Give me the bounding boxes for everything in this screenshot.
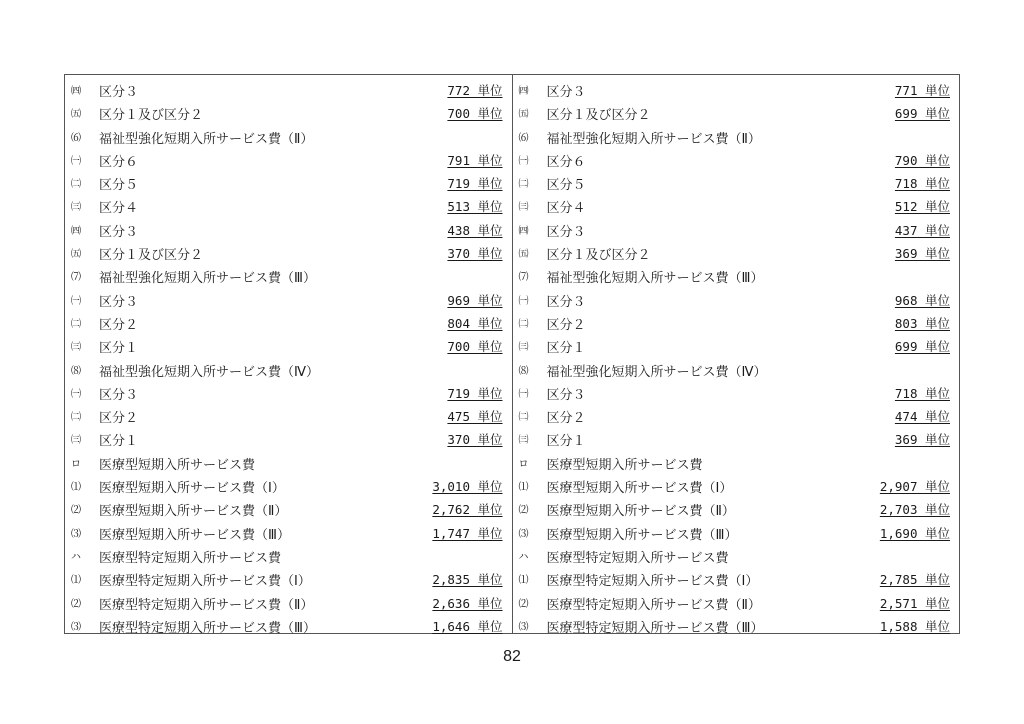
- unit-value: 513 単位: [447, 199, 503, 215]
- item-label: 区分３: [546, 387, 586, 403]
- unit-value: 700 単位: [447, 339, 503, 355]
- item-label: 区分１: [546, 341, 586, 357]
- unit-value: 1,588 単位: [879, 618, 950, 634]
- unit-value: 2,785 単位: [879, 572, 950, 588]
- item-label: 医療型特定短期入所サービス費（Ⅲ）: [99, 620, 316, 636]
- item-number: ロ: [518, 458, 529, 470]
- item-number: ㈠: [518, 295, 529, 307]
- item-label: 医療型特定短期入所サービス費（Ⅰ）: [546, 574, 759, 590]
- item-label: 医療型短期入所サービス費: [99, 457, 256, 473]
- table-row: [65, 311, 512, 334]
- item-number: ㈡: [518, 412, 529, 424]
- table-row: [65, 381, 512, 404]
- unit-value: 719 単位: [447, 176, 503, 192]
- table-row: [65, 451, 512, 474]
- item-number: ㈢: [518, 202, 529, 214]
- item-number: ⑺: [71, 272, 81, 284]
- item-label: 医療型短期入所サービス費（Ⅱ）: [99, 504, 288, 520]
- table-row: [513, 544, 960, 567]
- item-label: 区分１及び区分２: [99, 248, 204, 264]
- item-number: ⑻: [518, 365, 529, 377]
- unit-value: 719 単位: [447, 385, 503, 401]
- item-label: 福祉型強化短期入所サービス費（Ⅱ）: [546, 131, 761, 147]
- item-label: 区分２: [546, 411, 586, 427]
- table-row: [65, 614, 512, 637]
- table-row: [65, 264, 512, 287]
- item-number: ㈠: [518, 155, 529, 167]
- item-number: ⑺: [518, 272, 529, 284]
- table-row: [513, 311, 960, 334]
- item-number: ハ: [71, 551, 81, 563]
- item-label: 区分６: [99, 154, 139, 170]
- unit-value: 2,636 単位: [432, 595, 503, 611]
- item-label: 医療型短期入所サービス費（Ⅱ）: [546, 504, 735, 520]
- unit-value: 772 単位: [447, 83, 503, 98]
- unit-value: 370 単位: [447, 432, 503, 448]
- table-row: [65, 101, 512, 124]
- unit-value: 969 単位: [447, 292, 503, 308]
- unit-value: 3,010 単位: [432, 479, 503, 495]
- item-number: ㈣: [518, 86, 529, 97]
- item-number: ㈤: [71, 109, 81, 121]
- item-number: ㈣: [71, 86, 81, 97]
- table-row: [513, 78, 960, 101]
- unit-value: 803 単位: [894, 315, 950, 331]
- item-number: ㈢: [518, 342, 529, 354]
- table-row: [65, 404, 512, 427]
- page-number: 82: [503, 648, 521, 665]
- item-number: ⑶: [71, 528, 81, 540]
- item-number: ㈣: [518, 225, 529, 237]
- item-number: ㈡: [71, 179, 81, 191]
- item-label: 区分３: [99, 387, 139, 403]
- item-number: ㈢: [71, 342, 81, 354]
- item-number: ㈤: [518, 109, 529, 121]
- table-row: [65, 78, 512, 101]
- table-row: [513, 427, 960, 450]
- item-label: 区分１及び区分２: [546, 248, 651, 264]
- unit-value: 2,907 単位: [879, 479, 950, 495]
- item-label: 医療型特定短期入所サービス費: [99, 550, 282, 566]
- item-number: ㈠: [71, 155, 81, 167]
- unit-value: 370 単位: [447, 246, 503, 262]
- item-label: 区分３: [99, 224, 139, 240]
- table-row: [65, 288, 512, 311]
- table-row: [65, 241, 512, 264]
- table-row: [513, 451, 960, 474]
- unit-value: 437 単位: [894, 222, 950, 238]
- item-number: ⑹: [518, 132, 529, 144]
- item-number: ㈡: [518, 179, 529, 191]
- table-row: [513, 125, 960, 148]
- item-label: 医療型特定短期入所サービス費（Ⅲ）: [546, 620, 764, 636]
- item-number: ⑴: [518, 482, 529, 494]
- item-label: 医療型特定短期入所サービス費（Ⅱ）: [99, 597, 314, 613]
- item-label: 区分３: [99, 294, 139, 310]
- item-number: ㈠: [71, 295, 81, 307]
- item-label: 区分３: [546, 85, 586, 100]
- table-row: [65, 218, 512, 241]
- table-row: [513, 334, 960, 357]
- unit-value: 474 単位: [894, 409, 950, 425]
- item-label: 医療型短期入所サービス費（Ⅲ）: [99, 527, 290, 543]
- table-row: [65, 334, 512, 357]
- unit-value: 512 単位: [894, 199, 950, 215]
- left-column: [65, 75, 513, 636]
- unit-value: 369 単位: [894, 246, 950, 262]
- item-label: 福祉型強化短期入所サービス費（Ⅳ）: [99, 364, 319, 380]
- table-row: [513, 264, 960, 287]
- table-row: [513, 148, 960, 171]
- unit-value: 700 単位: [447, 106, 503, 122]
- unit-value: 369 単位: [894, 432, 950, 448]
- item-number: ⑵: [71, 505, 81, 517]
- unit-value: 475 単位: [447, 409, 503, 425]
- item-number: ⑹: [71, 132, 81, 144]
- item-label: 医療型短期入所サービス費（Ⅰ）: [99, 481, 285, 497]
- item-number: ㈤: [518, 249, 529, 261]
- item-number: ㈡: [518, 318, 529, 330]
- table-row: [513, 358, 960, 381]
- right-column: [513, 75, 960, 636]
- unit-value: 790 単位: [894, 152, 950, 168]
- table-row: [513, 614, 960, 637]
- comparison-table: [64, 74, 960, 634]
- item-label: 医療型短期入所サービス費（Ⅲ）: [546, 527, 738, 543]
- unit-value: 718 単位: [894, 385, 950, 401]
- table-row: [513, 404, 960, 427]
- table-row: [513, 171, 960, 194]
- item-number: ㈣: [71, 225, 81, 237]
- unit-value: 1,646 単位: [432, 618, 503, 634]
- item-label: 区分１及び区分２: [99, 108, 204, 124]
- item-label: 区分３: [99, 85, 139, 100]
- item-label: 医療型特定短期入所サービス費: [546, 550, 729, 566]
- item-label: 区分５: [546, 178, 586, 194]
- item-label: 医療型特定短期入所サービス費（Ⅱ）: [546, 597, 761, 613]
- table-row: [513, 521, 960, 544]
- item-label: 区分３: [546, 224, 586, 240]
- item-number: ⑴: [71, 575, 81, 587]
- item-number: ㈠: [71, 388, 81, 400]
- item-number: ⑵: [71, 598, 81, 610]
- item-label: 区分１: [99, 434, 139, 450]
- table-row: [65, 521, 512, 544]
- item-label: 区分１及び区分２: [546, 108, 651, 124]
- table-row: [513, 567, 960, 590]
- unit-value: 771 単位: [894, 83, 950, 98]
- table-row: [513, 101, 960, 124]
- unit-value: 438 単位: [447, 222, 503, 238]
- unit-value: 2,703 単位: [879, 502, 950, 518]
- table-row: [65, 148, 512, 171]
- table-row: [513, 381, 960, 404]
- item-label: 区分５: [99, 178, 139, 194]
- item-label: 医療型特定短期入所サービス費（Ⅰ）: [99, 574, 311, 590]
- table-row: [513, 497, 960, 520]
- item-label: 福祉型強化短期入所サービス費（Ⅲ）: [99, 271, 316, 287]
- item-number: ロ: [71, 458, 81, 470]
- table-row: [513, 474, 960, 497]
- item-number: ハ: [518, 551, 529, 563]
- table-row: [513, 288, 960, 311]
- unit-value: 804 単位: [447, 315, 503, 331]
- item-label: 区分６: [546, 154, 586, 170]
- table-row: [65, 497, 512, 520]
- table-row: [65, 427, 512, 450]
- item-number: ⑵: [518, 505, 529, 517]
- table-row: [65, 125, 512, 148]
- item-number: ⑴: [71, 482, 81, 494]
- item-label: 区分２: [99, 317, 139, 333]
- unit-value: 699 単位: [894, 106, 950, 122]
- item-number: ㈢: [518, 435, 529, 447]
- table-row: [65, 567, 512, 590]
- item-number: ⑻: [71, 365, 81, 377]
- item-label: 区分４: [99, 201, 139, 217]
- item-number: ㈤: [71, 249, 81, 261]
- unit-value: 1,747 単位: [432, 525, 503, 541]
- unit-value: 2,571 単位: [879, 595, 950, 611]
- table-row: [513, 241, 960, 264]
- table-row: [65, 474, 512, 497]
- unit-value: 1,690 単位: [879, 525, 950, 541]
- item-number: ⑶: [71, 621, 81, 633]
- item-label: 医療型短期入所サービス費: [546, 457, 703, 473]
- item-number: ㈡: [71, 412, 81, 424]
- table-row: [513, 194, 960, 217]
- item-label: 福祉型強化短期入所サービス費（Ⅲ）: [546, 271, 764, 287]
- item-number: ⑶: [518, 528, 529, 540]
- unit-value: 2,835 単位: [432, 572, 503, 588]
- item-number: ㈠: [518, 388, 529, 400]
- unit-value: 791 単位: [447, 152, 503, 168]
- table-row: [513, 591, 960, 614]
- item-label: 区分１: [99, 341, 139, 357]
- item-label: 区分２: [99, 411, 139, 427]
- item-label: 区分４: [546, 201, 586, 217]
- item-number: ⑵: [518, 598, 529, 610]
- item-label: 区分１: [546, 434, 586, 450]
- table-row: [65, 544, 512, 567]
- item-label: 区分２: [546, 317, 586, 333]
- unit-value: 699 単位: [894, 339, 950, 355]
- item-number: ⑴: [518, 575, 529, 587]
- table-row: [65, 591, 512, 614]
- item-label: 医療型短期入所サービス費（Ⅰ）: [546, 481, 733, 497]
- item-label: 福祉型強化短期入所サービス費（Ⅳ）: [546, 364, 767, 380]
- unit-value: 718 単位: [894, 176, 950, 192]
- table-row: [65, 171, 512, 194]
- table-row: [65, 358, 512, 381]
- item-number: ㈡: [71, 318, 81, 330]
- item-number: ⑶: [518, 621, 529, 633]
- table-row: [65, 194, 512, 217]
- item-number: ㈢: [71, 435, 81, 447]
- item-label: 区分３: [546, 294, 586, 310]
- item-number: ㈢: [71, 202, 81, 214]
- table-row: [513, 218, 960, 241]
- unit-value: 2,762 単位: [432, 502, 503, 518]
- item-label: 福祉型強化短期入所サービス費（Ⅱ）: [99, 131, 314, 147]
- unit-value: 968 単位: [894, 292, 950, 308]
